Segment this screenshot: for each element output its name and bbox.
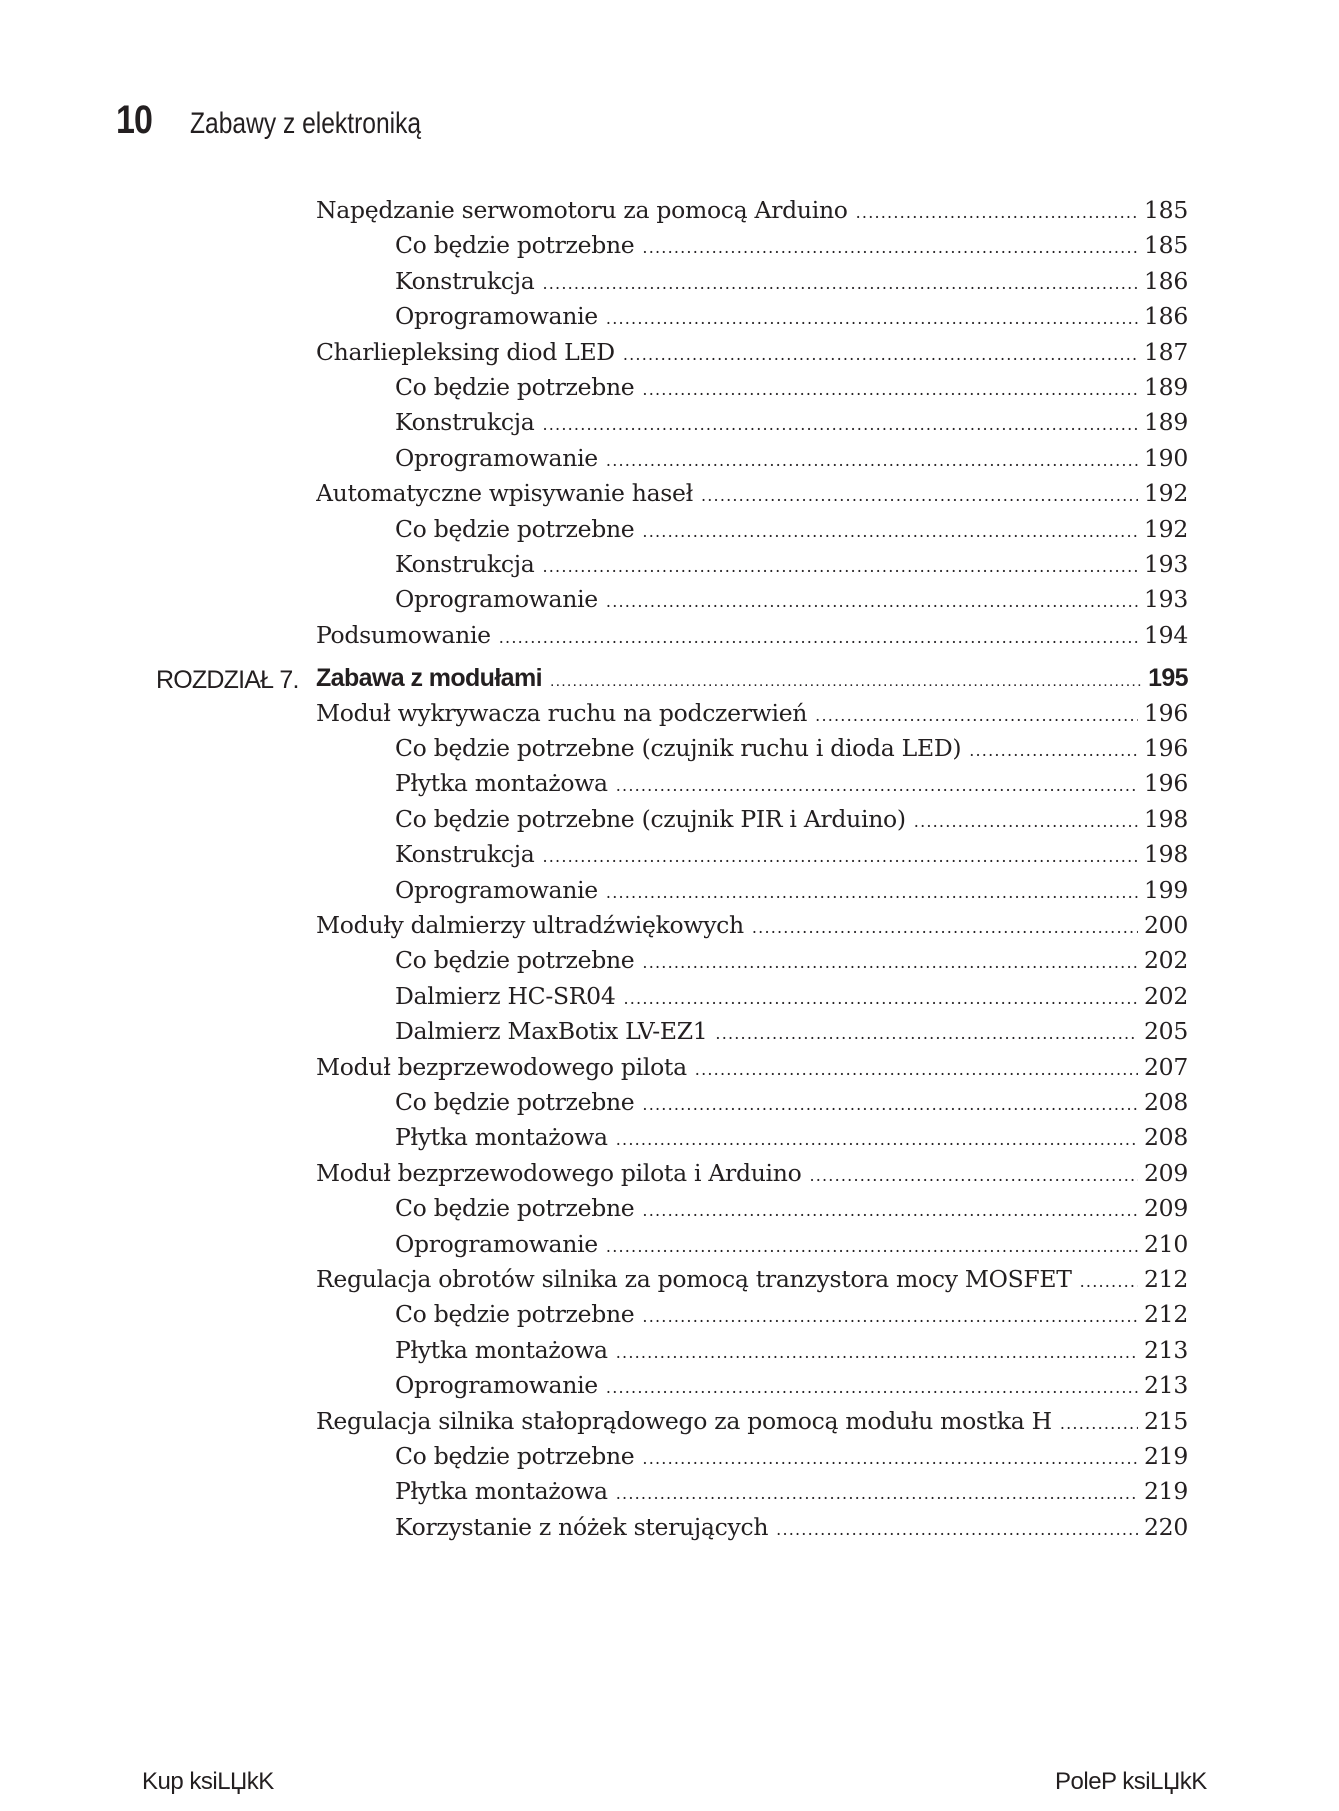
toc-entry-page: 208 bbox=[1144, 1088, 1188, 1116]
toc-subsection-entry[interactable] bbox=[395, 1230, 1188, 1264]
dot-leader bbox=[499, 628, 1138, 647]
toc-entry-title: Moduł bezprzewodowego pilota i Arduino bbox=[316, 1159, 809, 1187]
toc-entry-title: Oprogramowanie bbox=[395, 876, 606, 904]
toc-entry-title: Konstrukcja bbox=[395, 840, 542, 868]
dot-leader bbox=[701, 486, 1138, 505]
toc-entry-title: Charliepleksing diod LED bbox=[316, 338, 623, 366]
toc-entry-page: 193 bbox=[1144, 550, 1188, 578]
recommend-book-link[interactable]: PoleP ksiLЏkK bbox=[1055, 1768, 1207, 1795]
toc-entry-title: Dalmierz HC-SR04 bbox=[395, 982, 623, 1010]
toc-section-entry[interactable] bbox=[316, 338, 1188, 372]
dot-leader bbox=[606, 1378, 1138, 1397]
toc-subsection-entry[interactable] bbox=[395, 1371, 1188, 1405]
dot-leader bbox=[1080, 1272, 1138, 1291]
toc-entry-title: Oprogramowanie bbox=[395, 1230, 606, 1258]
toc-subsection-entry[interactable] bbox=[395, 373, 1188, 407]
toc-entry-title: Co będzie potrzebne bbox=[395, 231, 642, 259]
toc-entry-title: Co będzie potrzebne bbox=[395, 1300, 642, 1328]
toc-entry-page: 187 bbox=[1144, 337, 1188, 366]
toc-subsection-entry[interactable] bbox=[395, 734, 1188, 768]
toc-entry-page: 213 bbox=[1144, 1371, 1188, 1400]
toc-section-entry[interactable] bbox=[316, 479, 1188, 513]
dot-leader bbox=[642, 380, 1138, 399]
toc-entry-page: 199 bbox=[1144, 875, 1188, 904]
toc-section-entry[interactable] bbox=[316, 699, 1188, 733]
toc-subsection-entry[interactable] bbox=[395, 1300, 1188, 1334]
dot-leader bbox=[969, 741, 1138, 760]
toc-entry-title: Co będzie potrzebne bbox=[395, 515, 642, 543]
toc-subsection-entry[interactable] bbox=[395, 585, 1188, 619]
toc-section-entry[interactable] bbox=[316, 196, 1188, 230]
dot-leader bbox=[642, 1201, 1138, 1220]
toc-subsection-entry[interactable] bbox=[395, 444, 1188, 478]
toc-subsection-entry[interactable] bbox=[395, 769, 1188, 803]
toc-entry-page: 209 bbox=[1144, 1194, 1188, 1223]
toc-entry-title: Co będzie potrzebne bbox=[395, 1442, 642, 1470]
toc-entry-page: 198 bbox=[1144, 804, 1188, 833]
dot-leader bbox=[606, 451, 1138, 470]
dot-leader bbox=[642, 522, 1138, 541]
dot-leader bbox=[715, 1024, 1138, 1043]
page-number: 10 bbox=[116, 98, 153, 142]
toc-subsection-entry[interactable] bbox=[395, 876, 1188, 910]
chapter-label: ROZDZIAŁ 7. bbox=[156, 666, 299, 695]
toc-entry-title: Oprogramowanie bbox=[395, 1371, 606, 1399]
toc-subsection-entry[interactable] bbox=[395, 1017, 1188, 1051]
toc-entry-page: 202 bbox=[1144, 946, 1188, 975]
toc-subsection-entry[interactable] bbox=[395, 946, 1188, 980]
toc-entry-title: Płytka montażowa bbox=[395, 1477, 616, 1505]
toc-entry-title: Regulacja silnika stałoprądowego za pomocą modułu mostka H bbox=[316, 1407, 1060, 1435]
toc-subsection-entry[interactable] bbox=[395, 1513, 1188, 1547]
toc-chapter-entry[interactable] bbox=[316, 664, 1188, 698]
running-header bbox=[116, 98, 472, 158]
toc-entry-title: Konstrukcja bbox=[395, 550, 542, 578]
toc-entry-page: 195 bbox=[1148, 664, 1188, 693]
toc-entry-title: Oprogramowanie bbox=[395, 302, 606, 330]
toc-entry-page: 220 bbox=[1144, 1512, 1188, 1541]
toc-entry-title: Zabawa z modułami bbox=[316, 664, 550, 693]
dot-leader bbox=[550, 673, 1142, 691]
toc-entry-title: Dalmierz MaxBotix LV-EZ1 bbox=[395, 1017, 715, 1045]
dot-leader bbox=[642, 1449, 1138, 1468]
toc-entry-page: 190 bbox=[1144, 443, 1188, 472]
toc-entry-title: Płytka montażowa bbox=[395, 769, 616, 797]
toc-subsection-entry[interactable] bbox=[395, 1088, 1188, 1122]
dot-leader bbox=[616, 776, 1138, 795]
toc-entry-page: 208 bbox=[1144, 1123, 1188, 1152]
toc-entry-page: 186 bbox=[1144, 302, 1188, 331]
dot-leader bbox=[809, 1166, 1138, 1185]
toc-entry-page: 192 bbox=[1144, 479, 1188, 508]
dot-leader bbox=[542, 847, 1138, 866]
toc-entry-page: 185 bbox=[1144, 196, 1188, 224]
toc-entry-page: 215 bbox=[1144, 1406, 1188, 1435]
dot-leader bbox=[606, 309, 1138, 328]
dot-leader bbox=[542, 557, 1138, 576]
toc-entry-title: Co będzie potrzebne bbox=[395, 1194, 642, 1222]
dot-leader bbox=[606, 592, 1138, 611]
dot-leader bbox=[542, 415, 1138, 434]
dot-leader bbox=[606, 883, 1138, 902]
toc-entry-title: Co będzie potrzebne (czujnik ruchu i dioda LED) bbox=[395, 734, 969, 762]
toc-section-entry[interactable] bbox=[316, 1407, 1188, 1441]
toc-section-entry[interactable] bbox=[316, 1265, 1188, 1299]
toc-subsection-entry[interactable] bbox=[395, 1477, 1188, 1511]
dot-leader bbox=[542, 274, 1138, 293]
toc-subsection-entry[interactable] bbox=[395, 1336, 1188, 1370]
toc-subsection-entry[interactable] bbox=[395, 267, 1188, 301]
dot-leader bbox=[695, 1060, 1138, 1079]
toc-entry-page: 186 bbox=[1144, 266, 1188, 295]
toc-entry-title: Oprogramowanie bbox=[395, 444, 606, 472]
toc-subsection-entry[interactable] bbox=[395, 1442, 1188, 1476]
dot-leader bbox=[776, 1520, 1138, 1539]
toc-section-entry[interactable] bbox=[316, 1159, 1188, 1193]
toc-entry-page: 196 bbox=[1144, 734, 1188, 762]
toc-entry-title: Moduł bezprzewodowego pilota bbox=[316, 1053, 695, 1081]
toc-subsection-entry[interactable] bbox=[395, 302, 1188, 336]
toc-entry-page: 198 bbox=[1144, 840, 1188, 869]
toc-entry-title: Co będzie potrzebne bbox=[395, 1088, 642, 1116]
toc-entry-title: Co będzie potrzebne bbox=[395, 373, 642, 401]
toc-entry-title: Moduły dalmierzy ultradźwiękowych bbox=[316, 911, 752, 939]
dot-leader bbox=[914, 812, 1138, 831]
dot-leader bbox=[1060, 1414, 1138, 1433]
toc-subsection-entry[interactable] bbox=[395, 550, 1188, 584]
toc-entry-title: Podsumowanie bbox=[316, 621, 499, 649]
toc-section-entry[interactable] bbox=[316, 621, 1188, 655]
toc-entry-page: 219 bbox=[1144, 1442, 1188, 1470]
toc-subsection-entry[interactable] bbox=[395, 408, 1188, 442]
toc-entry-title: Co będzie potrzebne bbox=[395, 946, 642, 974]
dot-leader bbox=[606, 1237, 1138, 1256]
toc-entry-page: 207 bbox=[1144, 1052, 1188, 1081]
toc-entry-title: Automatyczne wpisywanie haseł bbox=[316, 479, 701, 507]
toc-entry-page: 196 bbox=[1144, 769, 1188, 798]
dot-leader bbox=[623, 989, 1138, 1008]
toc-subsection-entry[interactable] bbox=[395, 1123, 1188, 1157]
running-title: Zabawy z elektroniką bbox=[190, 107, 422, 140]
toc-entry-page: 205 bbox=[1144, 1017, 1188, 1046]
toc-entry-title: Konstrukcja bbox=[395, 267, 542, 295]
toc-subsection-entry[interactable] bbox=[395, 1194, 1188, 1228]
toc-entry-page: 196 bbox=[1144, 698, 1188, 727]
toc-entry-title: Korzystanie z nóżek sterujących bbox=[395, 1513, 776, 1541]
toc-entry-title: Płytka montażowa bbox=[395, 1123, 616, 1151]
dot-leader bbox=[752, 918, 1138, 937]
toc-entry-title: Moduł wykrywacza ruchu na podczerwień bbox=[316, 699, 815, 727]
buy-book-link[interactable]: Kup ksiLЏkK bbox=[142, 1768, 274, 1795]
toc-entry-page: 210 bbox=[1144, 1229, 1188, 1258]
toc-entry-title: Napędzanie serwomotoru za pomocą Arduino bbox=[316, 196, 856, 224]
toc-subsection-entry[interactable] bbox=[395, 805, 1188, 839]
dot-leader bbox=[815, 706, 1138, 725]
dot-leader bbox=[642, 953, 1138, 972]
toc-entry-page: 189 bbox=[1144, 373, 1188, 401]
dot-leader bbox=[616, 1343, 1138, 1362]
toc-subsection-entry[interactable] bbox=[395, 840, 1188, 874]
toc-entry-page: 185 bbox=[1144, 231, 1188, 260]
toc-entry-page: 192 bbox=[1144, 514, 1188, 543]
toc-entry-title: Oprogramowanie bbox=[395, 585, 606, 613]
toc-entry-page: 219 bbox=[1144, 1477, 1188, 1506]
dot-leader bbox=[616, 1130, 1138, 1149]
toc-entry-page: 193 bbox=[1144, 585, 1188, 614]
dot-leader bbox=[642, 238, 1138, 257]
toc-subsection-entry[interactable] bbox=[395, 515, 1188, 549]
toc-entry-page: 194 bbox=[1144, 620, 1188, 649]
toc-entry-title: Regulacja obrotów silnika za pomocą tranzystora mocy MOSFET bbox=[316, 1265, 1080, 1293]
toc-subsection-entry[interactable] bbox=[395, 982, 1188, 1016]
dot-leader bbox=[856, 203, 1138, 222]
toc-entry-page: 209 bbox=[1144, 1158, 1188, 1187]
toc-subsection-entry[interactable] bbox=[395, 231, 1188, 265]
dot-leader bbox=[642, 1307, 1138, 1326]
toc-entry-page: 202 bbox=[1144, 981, 1188, 1010]
dot-leader bbox=[623, 345, 1138, 364]
toc-entry-title: Konstrukcja bbox=[395, 408, 542, 436]
toc-entry-page: 212 bbox=[1144, 1265, 1188, 1293]
toc-entry-page: 212 bbox=[1144, 1300, 1188, 1329]
toc-entry-title: Co będzie potrzebne (czujnik PIR i Arduino) bbox=[395, 805, 914, 833]
dot-leader bbox=[616, 1484, 1138, 1503]
toc-entry-page: 200 bbox=[1144, 911, 1188, 939]
dot-leader bbox=[642, 1095, 1138, 1114]
toc-entry-title: Płytka montażowa bbox=[395, 1336, 616, 1364]
toc-entry-page: 213 bbox=[1144, 1335, 1188, 1364]
toc-entry-page: 189 bbox=[1144, 408, 1188, 437]
toc-section-entry[interactable] bbox=[316, 911, 1188, 945]
toc-section-entry[interactable] bbox=[316, 1053, 1188, 1087]
